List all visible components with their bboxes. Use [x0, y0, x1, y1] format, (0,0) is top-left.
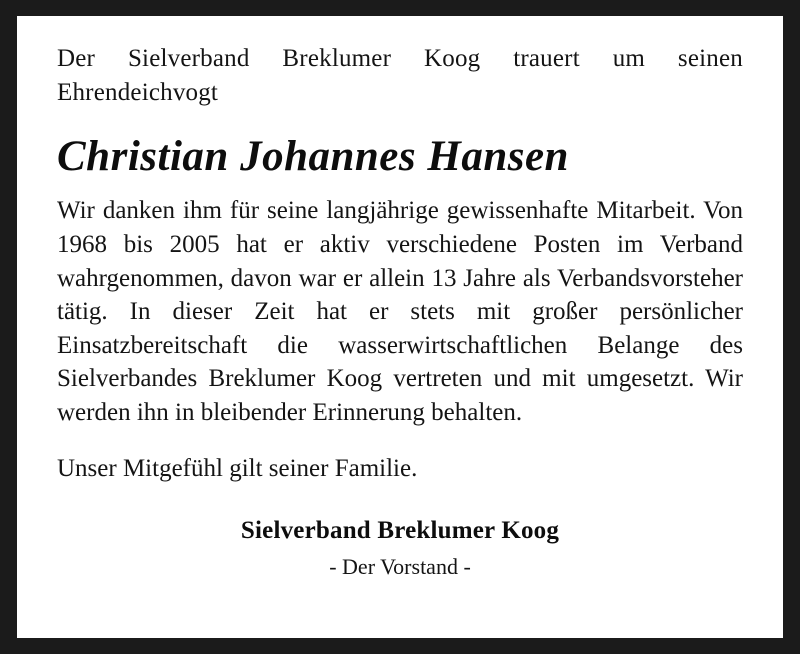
- tribute-text: Wir danken ihm für seine langjährige gewissenhafte Mitarbeit. Von 1968 bis 2005 hat er aktiv verschiedene Posten im Verband wahrgenommen, davon war er allein 13 Jahre als Verbandsvorsteher tätig. In dieser Zeit hat er stets mit großer persönlicher Einsatzbereitschaft die wasserwirtschaftlichen Belange des Sielverbandes Breklumer Koog vertreten und mit umgesetzt. Wir werden ihn in bleibender Erinnerung behalten.: [57, 197, 743, 427]
- condolence-text: Unser Mitgefühl gilt seiner Familie.: [57, 454, 418, 482]
- intro-text: Der Sielverband Breklumer Koog trauert um seinen Ehrendeichvogt: [57, 45, 743, 106]
- deceased-name: Christian Johannes Hansen: [57, 133, 569, 180]
- signature-role: - Der Vorstand -: [329, 554, 471, 580]
- signature-organization: Sielverband Breklumer Koog: [240, 517, 560, 545]
